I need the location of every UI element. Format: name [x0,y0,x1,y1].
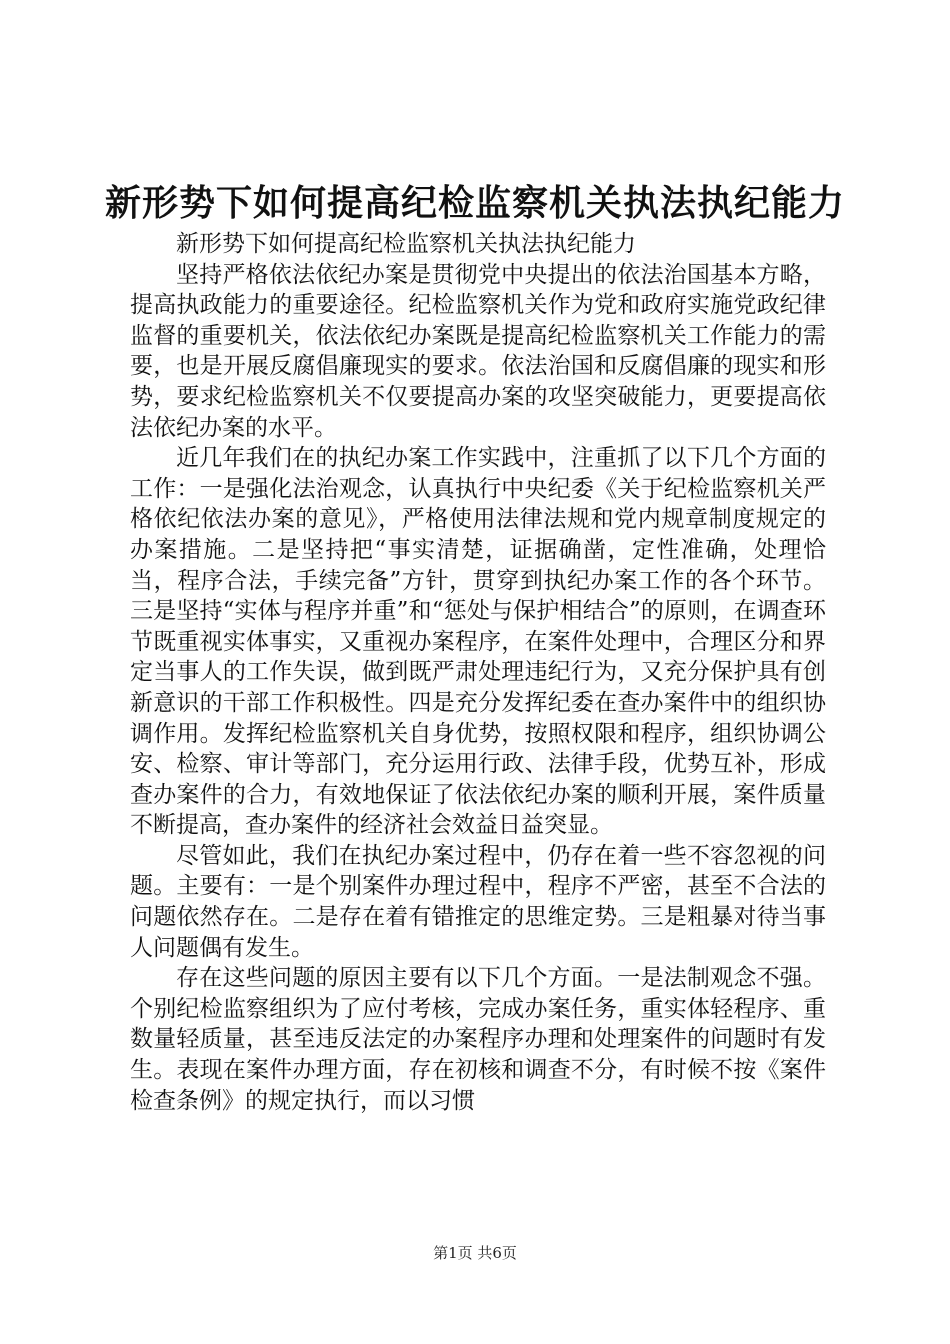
document-body [130,229,826,1116]
body-paragraph: 近几年我们在的执纪办案工作实践中，注重抓了以下几个方面的工作：一是强化法治观念，认真执行中央纪委《关于纪检监察机关严格依纪依法办案的意见》，严格使用法律法规和党内规章制度规定的办案措施。二是坚持把“事实清楚，证据确凿，定性准确，处理恰当，程序合法，手续完备”方针，贯穿到执纪办案工作的各个环节。三是坚持“实体与程序并重”和“惩处与保护相结合”的原则，在调查环节既重视实体事实，又重视办案程序，在案件处理中，合理区分和界定当事人的工作失误，做到既严肃处理违纪行为，又充分保护具有创新意识的干部工作积极性。四是充分发挥纪委在查办案件中的组织协调作用。发挥纪检监察机关自身优势，按照权限和程序，组织协调公安、检察、审计等部门，充分运用行政、法律手段，优势互补，形成查办案件的合力，有效地保证了依法依纪办案的顺利开展，案件质量不断提高，查办案件的经济社会效益日益突显。 [130,445,826,839]
subtitle-paragraph: 新形势下如何提高纪检监察机关执法执纪能力 [176,231,636,257]
body-paragraph: 尽管如此，我们在执纪办案过程中，仍存在着一些不容忽视的问题。主要有：一是个别案件办理过程中，程序不严密，甚至不合法的问题依然存在。二是存在着有错推定的思维定势。三是粗暴对待当事人问题偶有发生。 [130,842,826,961]
document-title: 新形势下如何提高纪检监察机关执法执纪能力 [104,183,845,224]
body-paragraph: 存在这些问题的原因主要有以下几个方面。一是法制观念不强。个别纪检监察组织为了应付考核，完成办案任务，重实体轻程序、重数量轻质量，甚至违反法定的办案程序办理和处理案件的问题时有发生。表现在案件办理方面，存在初核和调查不分，有时候不按《案件检查条例》的规定执行，而以习惯 [130,965,826,1114]
body-paragraph: 坚持严格依法依纪办案是贯彻党中央提出的依法治国基本方略，提高执政能力的重要途径。纪检监察机关作为党和政府实施党政纪律监督的重要机关，依法依纪办案既是提高纪检监察机关工作能力的需要，也是开展反腐倡廉现实的要求。依法治国和反腐倡廉的现实和形势，要求纪检监察机关不仅要提高办案的攻坚突破能力，更要提高依法依纪办案的水平。 [130,261,826,441]
page-number-footer: 第1页 共6页 [433,1244,517,1262]
